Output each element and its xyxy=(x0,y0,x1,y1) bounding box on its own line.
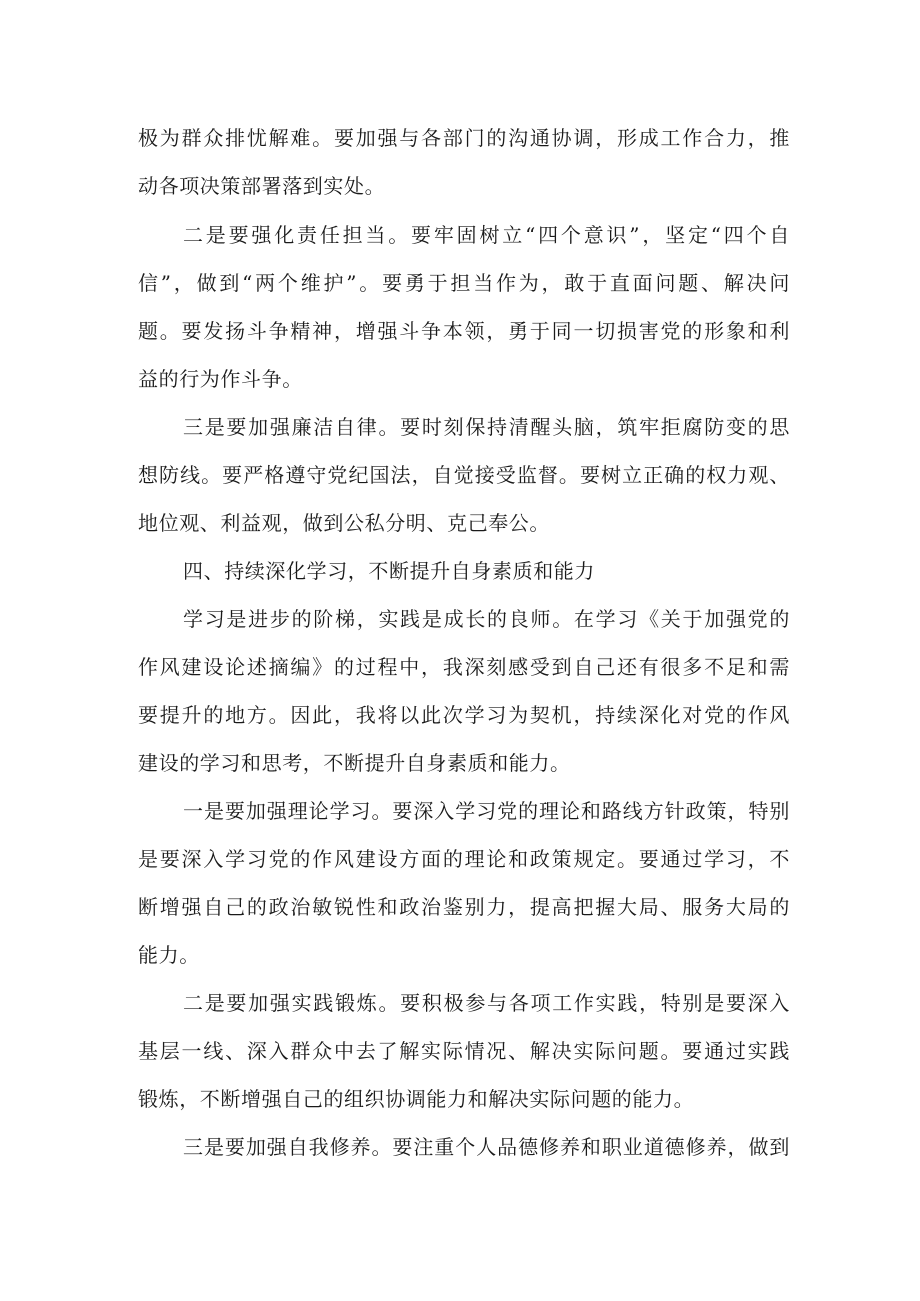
text-line: 地位观、利益观，做到公私分明、克己奉公。 xyxy=(138,511,550,535)
text-line: 信”，做到“两个维护”。要勇于担当作为，敢于直面问题、解决问 xyxy=(138,271,790,295)
text-line: 断增强自己的政治敏锐性和政治鉴别力，提高把握大局、服务大局的 xyxy=(138,895,790,919)
paragraph-first-line: 三是要加强自我修养。要注重个人品德修养和职业道德修养，做到 xyxy=(183,1135,790,1159)
text-line: 建设的学习和思考，不断提升自身素质和能力。 xyxy=(138,751,571,775)
paragraph-first-line: 二是要强化责任担当。要牢固树立“四个意识”，坚定“四个自 xyxy=(183,223,790,247)
text-line: 锻炼，不断增强自己的组织协调能力和解决实际问题的能力。 xyxy=(138,1087,695,1111)
text-line: 是要深入学习党的作风建设方面的理论和政策规定。要通过学习，不 xyxy=(138,847,790,871)
text-line: 能力。 xyxy=(138,943,200,967)
text-line: 动各项决策部署落到实处。 xyxy=(138,174,386,198)
text-line: 基层一线、深入群众中去了解实际情况、解决实际问题。要通过实践 xyxy=(138,1039,790,1063)
text-line: 益的行为作斗争。 xyxy=(138,367,303,391)
text-line: 作风建设论述摘编》的过程中，我深刻感受到自己还有很多不足和需 xyxy=(138,655,790,679)
text-line: 想防线。要严格遵守党纪国法，自觉接受监督。要树立正确的权力观、 xyxy=(138,463,790,487)
section-heading: 四、持续深化学习，不断提升自身素质和能力 xyxy=(183,559,595,583)
paragraph-first-line: 三是要加强廉洁自律。要时刻保持清醒头脑，筑牢拒腐防变的思 xyxy=(183,415,790,439)
text-line: 要提升的地方。因此，我将以此次学习为契机，持续深化对党的作风 xyxy=(138,703,790,727)
paragraph-first-line: 二是要加强实践锻炼。要积极参与各项工作实践，特别是要深入 xyxy=(183,991,790,1015)
text-line: 极为群众排忧解难。要加强与各部门的沟通协调，形成工作合力，推 xyxy=(138,126,790,150)
paragraph-first-line: 学习是进步的阶梯，实践是成长的良师。在学习《关于加强党的 xyxy=(183,607,790,631)
paragraph-first-line: 一是要加强理论学习。要深入学习党的理论和路线方针政策，特别 xyxy=(183,799,790,823)
text-line: 题。要发扬斗争精神，增强斗争本领，勇于同一切损害党的形象和利 xyxy=(138,319,790,343)
